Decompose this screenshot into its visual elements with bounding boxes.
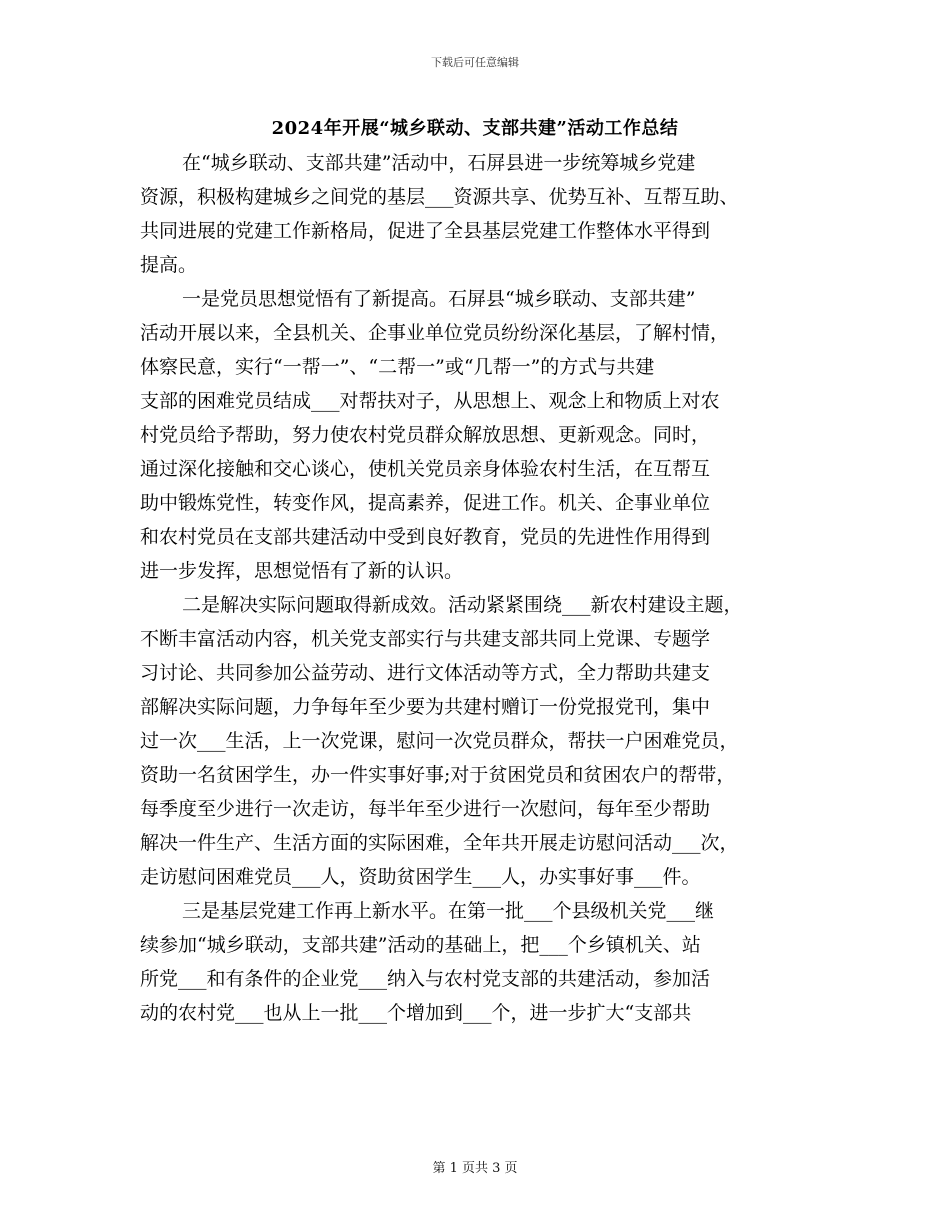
paragraph-line: 共同进展的党建工作新格局，促进了全县基层党建工作整体水平得到	[140, 220, 711, 242]
paragraph-line: 一是党员思想觉悟有了新提高。石屏县“城乡联动、支部共建”	[182, 288, 696, 310]
paragraph-line: 三是基层党建工作再上新水平。在第一批___个县级机关党___继	[182, 900, 715, 922]
paragraph-line: 动的农村党___也从上一批___个增加到___个，进一步扩大“支部共	[140, 1002, 692, 1024]
paragraph-line: 进一步发挥，思想觉悟有了新的认识。	[140, 560, 464, 582]
paragraph-line: 每季度至少进行一次走访，每半年至少进行一次慰问，每年至少帮助	[140, 798, 711, 820]
paragraph-line: 不断丰富活动内容，机关党支部实行与共建支部共同上党课、专题学	[140, 628, 711, 650]
document-title: 2024年开展“城乡联动、支部共建”活动工作总结	[271, 118, 679, 139]
paragraph-line: 续参加“城乡联动，支部共建”活动的基础上，把___个乡镇机关、站	[140, 934, 701, 956]
paragraph-line: 通过深化接触和交心谈心，使机关党员亲身体验农村生活，在互帮互	[140, 458, 711, 480]
header-note: 下载后可任意编辑	[431, 56, 519, 69]
paragraph-line: 体察民意，实行“一帮一”、“二帮一”或“几帮一”的方式与共建	[140, 356, 655, 378]
paragraph-line: 活动开展以来，全县机关、企事业单位党员纷纷深化基层，了解村情，	[140, 322, 730, 344]
document-body	[140, 146, 816, 1030]
paragraph-line: 过一次___生活，上一次党课，慰问一次党员群众，帮扶一户困难党员，	[140, 730, 739, 752]
paragraph-line: 走访慰问困难党员___人，资助贫困学生___人，办实事好事___件。	[140, 866, 701, 888]
paragraph-line: 支部的困难党员结成___对帮扶对子，从思想上、观念上和物质上对农	[140, 390, 720, 412]
paragraph-line: 所党___和有条件的企业党___纳入与农村党支部的共建活动，参加活	[140, 968, 711, 990]
paragraph-line: 解决一件生产、生活方面的实际困难，全年共开展走访慰问活动___次，	[140, 832, 739, 854]
page-number-footer: 第 1 页共 3 页	[432, 1161, 518, 1176]
paragraph-line: 在“城乡联动、支部共建”活动中，石屏县进一步统筹城乡党建	[182, 152, 696, 174]
paragraph-line: 习讨论、共同参加公益劳动、进行文体活动等方式，全力帮助共建支	[140, 662, 711, 684]
paragraph-line: 村党员给予帮助，努力使农村党员群众解放思想、更新观念。同时，	[140, 424, 711, 446]
paragraph-line: 资源，积极构建城乡之间党的基层___资源共享、优势互补、互帮互助、	[140, 186, 739, 208]
paragraph-line: 部解决实际问题，力争每年至少要为共建村赠订一份党报党刊，集中	[140, 696, 711, 718]
paragraph-line: 提高。	[140, 254, 198, 276]
paragraph-line: 资助一名贫困学生，办一件实事好事;对于贫困党员和贫困农户的帮带，	[140, 764, 736, 786]
paragraph-line: 二是解决实际问题取得新成效。活动紧紧围绕___新农村建设主题，	[182, 594, 743, 616]
paragraph-line: 助中锻炼党性，转变作风，提高素养，促进工作。机关、企事业单位	[140, 492, 711, 514]
paragraph-line: 和农村党员在支部共建活动中受到良好教育，党员的先进性作用得到	[140, 526, 711, 548]
